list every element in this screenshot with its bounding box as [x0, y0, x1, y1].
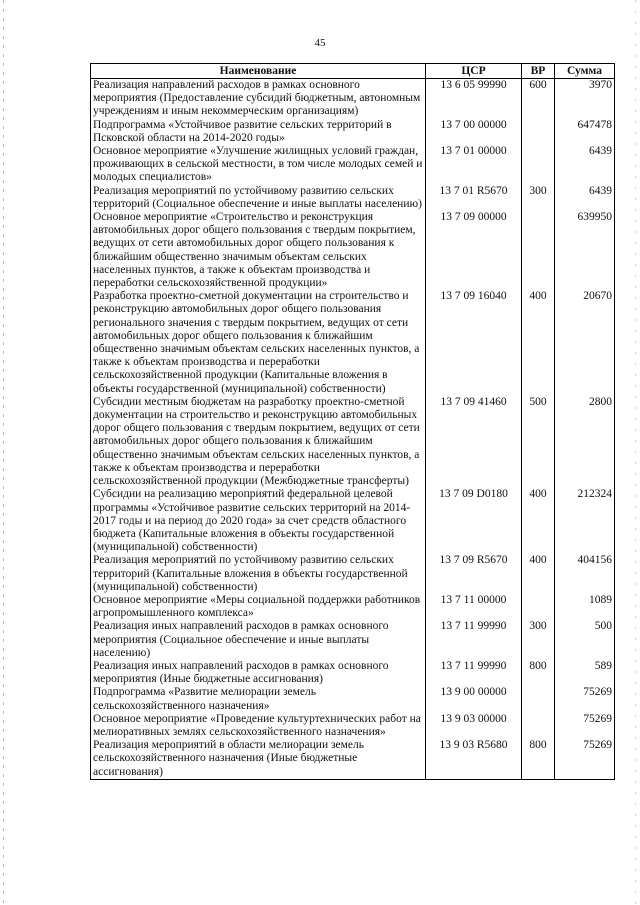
- row-name-cell: Основное мероприятие «Меры социальной поддержки работников агропромышленного комплекса»: [91, 594, 426, 620]
- table-row: [91, 290, 615, 396]
- row-name-cell: Реализация мероприятий в области мелиорации земель сельскохозяйственного назначения (Иные бюджетные ассигнования): [91, 739, 426, 779]
- row-sum-cell: 2800: [555, 396, 615, 488]
- table-row: [91, 396, 615, 488]
- row-csr-cell: 13 7 09 41460: [426, 396, 522, 488]
- row-name-cell: Реализация мероприятий по устойчивому развитию сельских территорий (Социальное обеспечение и иные выплаты населению): [91, 185, 426, 211]
- row-name-cell: Основное мероприятие «Улучшение жилищных условий граждан, проживающих в сельской местности, в том числе молодых семей и молодых специалистов»: [91, 145, 426, 185]
- row-csr-cell: 13 9 03 R5680: [426, 739, 522, 779]
- row-sum-cell: 20670: [555, 290, 615, 396]
- row-sum-cell: 6439: [555, 145, 615, 185]
- row-sum-cell: 75269: [555, 713, 615, 739]
- table-row: [91, 686, 615, 712]
- row-vr-cell: [522, 211, 555, 290]
- table-header-row: [91, 64, 615, 79]
- header-csr: ЦСР: [426, 64, 522, 79]
- table-row: [91, 79, 615, 119]
- row-vr-cell: [522, 713, 555, 739]
- row-vr-cell: 400: [522, 488, 555, 554]
- row-vr-cell: 500: [522, 396, 555, 488]
- header-vr: ВР: [522, 64, 555, 79]
- table-row: [91, 554, 615, 594]
- row-vr-cell: 300: [522, 185, 555, 211]
- row-csr-cell: 13 7 09 00000: [426, 211, 522, 290]
- row-vr-cell: [522, 686, 555, 712]
- row-name-cell: Подпрограмма «Устойчивое развитие сельских территорий в Псковской области на 2014-2020 годы»: [91, 119, 426, 145]
- row-name-cell: Разработка проектно-сметной документации на строительство и реконструкцию автомобильных дорог общего пользования регионального значения с твердым покрытием, ведущих от сети автомобильных дорог общего пользования к ближайшим общественно значимым объектам сельских населенных пунктов, а также к объектам производства и переработки сельскохозяйственной продукции (Капитальные вложения в объекты государственной (муниципальной) собственности): [91, 290, 426, 396]
- row-name-cell: Подпрограмма «Развитие мелиорации земель сельскохозяйственного назначения»: [91, 686, 426, 712]
- row-csr-cell: 13 9 03 00000: [426, 713, 522, 739]
- row-vr-cell: 800: [522, 660, 555, 686]
- row-sum-cell: 6439: [555, 185, 615, 211]
- row-sum-cell: 639950: [555, 211, 615, 290]
- row-name-cell: Субсидии на реализацию мероприятий федеральной целевой программы «Устойчивое развитие сельских территорий на 2014-2017 годы и на период до 2020 года» за счет средств областного бюджета (Капитальные вложения в объекты государственной (муниципальной) собственности): [91, 488, 426, 554]
- row-name-cell: Реализация направлений расходов в рамках основного мероприятия (Предоставление субсидий бюджетным, автономным учреждениям и иным некоммерческим организациям): [91, 79, 426, 119]
- row-vr-cell: 300: [522, 620, 555, 660]
- row-csr-cell: 13 7 11 00000: [426, 594, 522, 620]
- row-name-cell: Субсидии местным бюджетам на разработку проектно-сметной документации на строительство и реконструкцию автомобильных дорог общего пользования с твердым покрытием, ведущих от сети автомобильных дорог общего пользования к ближайшим общественно значимым объектам сельских населенных пунктов, а также к объектам производства и переработки сельскохозяйственной продукции (Межбюджетные трансферты): [91, 396, 426, 488]
- table-row: [91, 620, 615, 660]
- row-vr-cell: 400: [522, 290, 555, 396]
- row-csr-cell: 13 7 11 99990: [426, 620, 522, 660]
- row-csr-cell: 13 7 09 16040: [426, 290, 522, 396]
- budget-table: [90, 63, 615, 780]
- table-row: [91, 660, 615, 686]
- row-name-cell: Реализация иных направлений расходов в рамках основного мероприятия (Иные бюджетные ассигнования): [91, 660, 426, 686]
- table-body: [91, 79, 615, 780]
- table-row: [91, 739, 615, 779]
- row-vr-cell: 600: [522, 79, 555, 119]
- table-row: [91, 713, 615, 739]
- page-number: 45: [314, 37, 326, 49]
- row-csr-cell: 13 7 09 R5670: [426, 554, 522, 594]
- row-csr-cell: 13 9 00 00000: [426, 686, 522, 712]
- table-row: [91, 211, 615, 290]
- header-sum: Сумма: [555, 64, 615, 79]
- row-sum-cell: 75269: [555, 686, 615, 712]
- row-csr-cell: 13 7 09 D0180: [426, 488, 522, 554]
- row-csr-cell: 13 6 05 99990: [426, 79, 522, 119]
- row-vr-cell: 400: [522, 554, 555, 594]
- row-sum-cell: 404156: [555, 554, 615, 594]
- row-vr-cell: [522, 119, 555, 145]
- row-name-cell: Реализация иных направлений расходов в рамках основного мероприятия (Социальное обеспечение и иные выплаты населению): [91, 620, 426, 660]
- table-row: [91, 145, 615, 185]
- row-sum-cell: 1089: [555, 594, 615, 620]
- table-row: [91, 594, 615, 620]
- row-csr-cell: 13 7 01 00000: [426, 145, 522, 185]
- scan-edge-left: [3, 0, 4, 905]
- row-sum-cell: 500: [555, 620, 615, 660]
- row-name-cell: Реализация мероприятий по устойчивому развитию сельских территорий (Капитальные вложения в объекты государственной (муниципальной) собственности): [91, 554, 426, 594]
- table-row: [91, 488, 615, 554]
- row-vr-cell: 800: [522, 739, 555, 779]
- row-sum-cell: 75269: [555, 739, 615, 779]
- row-sum-cell: 589: [555, 660, 615, 686]
- row-vr-cell: [522, 594, 555, 620]
- row-sum-cell: 212324: [555, 488, 615, 554]
- row-sum-cell: 3970: [555, 79, 615, 119]
- row-csr-cell: 13 7 01 R5670: [426, 185, 522, 211]
- table-row: [91, 119, 615, 145]
- header-name: Наименование: [91, 64, 426, 79]
- row-csr-cell: 13 7 11 99990: [426, 660, 522, 686]
- row-name-cell: Основное мероприятие «Строительство и реконструкция автомобильных дорог общего пользования с твердым покрытием, ведущих от сети автомобильных дорог общего пользования к ближайшим общественно значимым объектам сельских населенных пунктов, а также к объектам производства и переработки сельскохозяйственной продукции»: [91, 211, 426, 290]
- row-sum-cell: 647478: [555, 119, 615, 145]
- row-csr-cell: 13 7 00 00000: [426, 119, 522, 145]
- row-vr-cell: [522, 145, 555, 185]
- scan-edge-right: [635, 0, 636, 905]
- table-row: [91, 185, 615, 211]
- row-name-cell: Основное мероприятие «Проведение культуртехнических работ на мелиоративных землях сельскохозяйственного назначения»: [91, 713, 426, 739]
